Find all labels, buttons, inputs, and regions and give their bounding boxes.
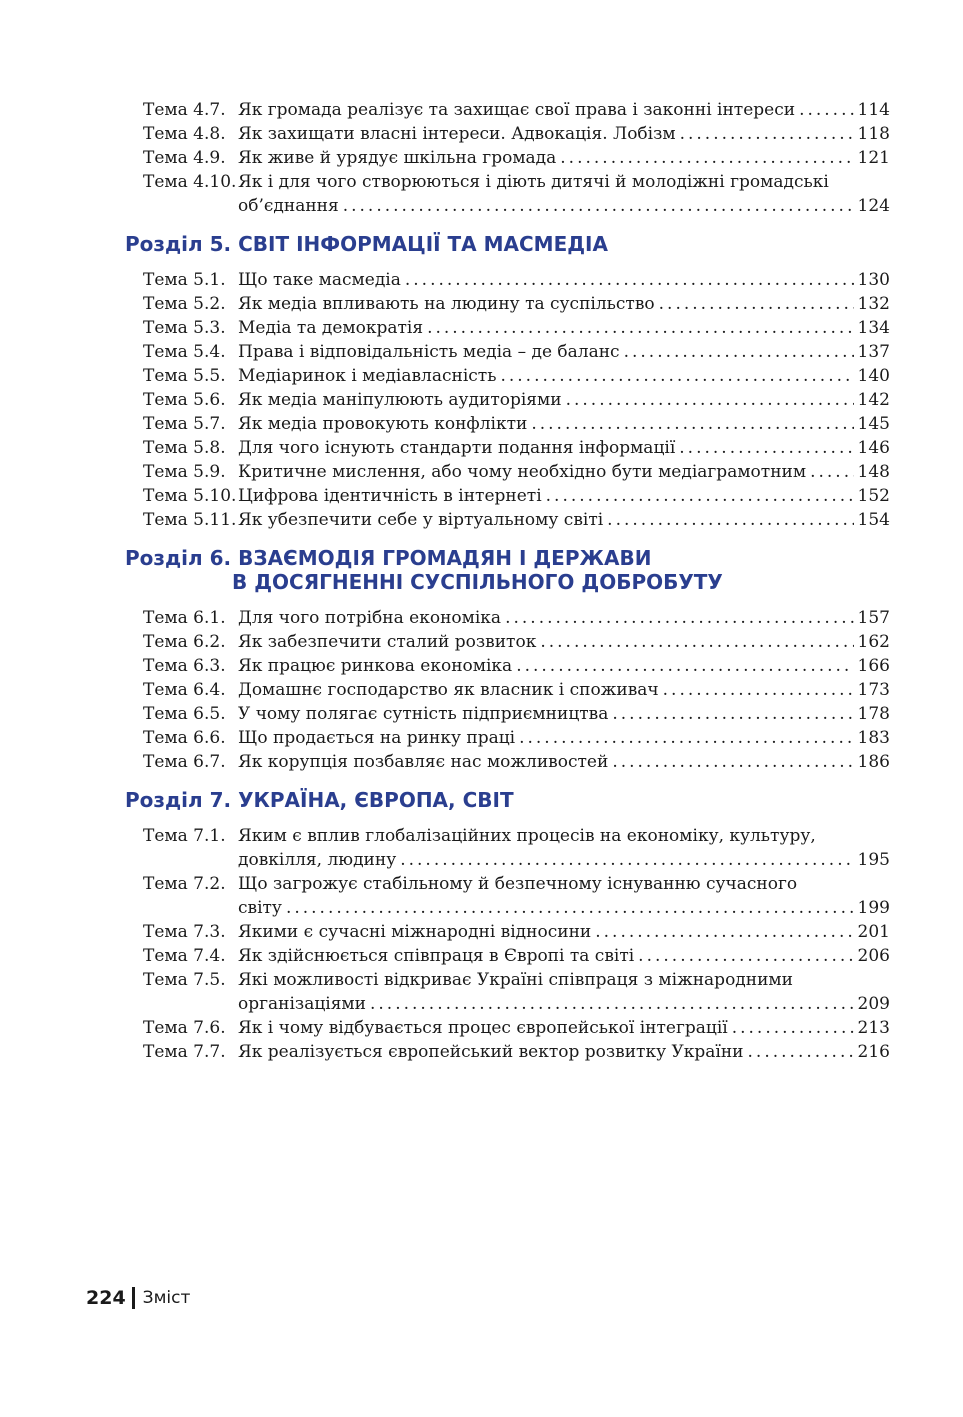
section-4-topics (125, 98, 890, 218)
topic-body (238, 122, 890, 146)
topic-title: організаціями (238, 994, 366, 1014)
topic-number: Тема 7.6. (143, 1018, 226, 1038)
topic-page-number: 121 (857, 148, 890, 168)
topic-number: Тема 5.7. (143, 414, 226, 434)
topic-body (238, 606, 890, 630)
toc-entry (125, 702, 890, 726)
topic-title: Права і відповідальність медіа – де баланс (238, 342, 620, 362)
topic-number: Тема 5.4. (143, 342, 226, 362)
topic-body (238, 340, 890, 364)
topic-title: Як працює ринкова економіка (238, 656, 513, 676)
topic-title-last-line (238, 1016, 890, 1040)
topic-page-number: 162 (857, 632, 890, 652)
dot-leader (516, 654, 853, 678)
page-footer (86, 1287, 190, 1309)
topic-number: Тема 4.8. (143, 124, 226, 144)
topic-number: Тема 5.9. (143, 462, 226, 482)
toc-entry (125, 872, 890, 920)
topic-title-last-line (238, 896, 890, 920)
topic-title: Як убезпечити себе у віртуальному світі (238, 510, 604, 530)
topic-body (238, 268, 890, 292)
topic-body (238, 968, 890, 1016)
topic-page-number: 157 (857, 608, 890, 628)
section-7-title: Розділ 7. УКРАЇНА, ЄВРОПА, СВІТ (125, 788, 514, 812)
topic-number: Тема 5.8. (143, 438, 226, 458)
dot-leader (799, 98, 853, 122)
dot-leader (370, 992, 854, 1016)
table-of-contents (125, 98, 890, 1064)
section-5-topics (125, 268, 890, 532)
toc-entry (125, 268, 890, 292)
topic-title: Критичне мислення, або чому необхідно бути медіаграмотним (238, 462, 807, 482)
topic-page-number: 137 (857, 342, 890, 362)
dot-leader (607, 508, 853, 532)
toc-entry (125, 122, 890, 146)
toc-entry (125, 606, 890, 630)
topic-page-number: 134 (857, 318, 890, 338)
topic-number: Тема 7.7. (143, 1042, 226, 1062)
topic-title: Якими є сучасні міжнародні відносини (238, 922, 592, 942)
topic-title-line: Які можливості відкриває Україні співпраця з міжнародними (238, 970, 793, 990)
topic-number: Тема 5.11. (143, 510, 237, 530)
dot-leader (595, 920, 853, 944)
dot-leader (546, 484, 854, 508)
topic-number: Тема 7.4. (143, 946, 226, 966)
topic-page-number: 166 (857, 656, 890, 676)
topic-page-number: 124 (857, 196, 890, 216)
toc-entry (125, 98, 890, 122)
topic-number: Тема 5.6. (143, 390, 226, 410)
topic-title: Що продається на ринку праці (238, 728, 516, 748)
section-6-title-line-2: В ДОСЯГНЕННІ СУСПІЛЬНОГО ДОБРОБУТУ (232, 570, 723, 594)
topic-body (238, 1040, 890, 1064)
toc-entry (125, 364, 890, 388)
topic-number: Тема 6.6. (143, 728, 226, 748)
toc-entry (125, 944, 890, 968)
topic-title-last-line (238, 750, 890, 774)
topic-title: Як медіа впливають на людину та суспільство (238, 294, 655, 314)
topic-page-number: 183 (857, 728, 890, 748)
dot-leader (286, 896, 854, 920)
topic-title-last-line (238, 992, 890, 1016)
topic-number: Тема 5.10. (143, 486, 237, 506)
topic-page-number: 199 (857, 898, 890, 918)
topic-body (238, 146, 890, 170)
topic-number: Тема 5.3. (143, 318, 226, 338)
running-title: Зміст (142, 1288, 191, 1308)
topic-page-number: 114 (857, 100, 890, 120)
topic-title: Для чого потрібна економіка (238, 608, 502, 628)
page-number: 224 (86, 1287, 126, 1309)
dot-leader (531, 412, 853, 436)
topic-title: Що таке масмедіа (238, 270, 401, 290)
topic-title-last-line (238, 630, 890, 654)
topic-title-last-line (238, 702, 890, 726)
section-7-heading (125, 788, 890, 812)
toc-entry (125, 412, 890, 436)
topic-title-last-line (238, 388, 890, 412)
toc-entry (125, 630, 890, 654)
topic-title-last-line (238, 1040, 890, 1064)
dot-leader (680, 122, 854, 146)
topic-title: Медіаринок і медіавласність (238, 366, 497, 386)
topic-title: Як реалізується європейський вектор розвитку України (238, 1042, 744, 1062)
toc-entry (125, 170, 890, 218)
topic-page-number: 216 (857, 1042, 890, 1062)
topic-page-number: 140 (857, 366, 890, 386)
topic-title-last-line (238, 944, 890, 968)
toc-entry (125, 1040, 890, 1064)
topic-page-number: 148 (857, 462, 890, 482)
topic-number: Тема 6.7. (143, 752, 226, 772)
dot-leader (638, 944, 853, 968)
topic-title-last-line (238, 848, 890, 872)
toc-entry (125, 292, 890, 316)
topic-title-last-line (238, 920, 890, 944)
dot-leader (405, 268, 854, 292)
topic-page-number: 206 (857, 946, 890, 966)
topic-number: Тема 7.3. (143, 922, 226, 942)
toc-entry (125, 824, 890, 872)
topic-body (238, 316, 890, 340)
topic-title-last-line (238, 484, 890, 508)
toc-entry (125, 460, 890, 484)
section-5-title: Розділ 5. СВІТ ІНФОРМАЦІЇ ТА МАСМЕДІА (125, 232, 608, 256)
topic-number: Тема 6.4. (143, 680, 226, 700)
dot-leader (612, 702, 853, 726)
dot-leader (810, 460, 853, 484)
section-6-title-line-1: Розділ 6. ВЗАЄМОДІЯ ГРОМАДЯН І ДЕРЖАВИ (125, 546, 652, 570)
toc-entry (125, 920, 890, 944)
topic-title: Як захищати власні інтереси. Адвокація. Лобізм (238, 124, 676, 144)
topic-body (238, 388, 890, 412)
topic-title-last-line (238, 98, 890, 122)
topic-body (238, 702, 890, 726)
topic-body (238, 726, 890, 750)
toc-entry (125, 484, 890, 508)
toc-entry (125, 316, 890, 340)
topic-title-line: Що загрожує стабільному й безпечному існуванню сучасного (238, 874, 798, 894)
topic-title-last-line (238, 122, 890, 146)
dot-leader (612, 750, 853, 774)
toc-entry (125, 388, 890, 412)
topic-title-last-line (238, 460, 890, 484)
dot-leader (540, 630, 853, 654)
topic-body (238, 630, 890, 654)
topic-title: Цифрова ідентичність в інтернеті (238, 486, 542, 506)
topic-body (238, 170, 890, 218)
toc-entry (125, 750, 890, 774)
topic-title-line: Як і для чого створюються і діють дитячі й молодіжні громадські (238, 172, 829, 192)
topic-body (238, 824, 890, 872)
topic-body (238, 872, 890, 920)
topic-body (238, 508, 890, 532)
topic-title: Як громада реалізує та захищає свої права і законні інтереси (238, 100, 796, 120)
topic-title: Домашнє господарство як власник і споживач (238, 680, 659, 700)
topic-title: Як медіа маніпулюють аудиторіями (238, 390, 562, 410)
topic-number: Тема 6.2. (143, 632, 226, 652)
topic-page-number: 186 (857, 752, 890, 772)
topic-body (238, 678, 890, 702)
topic-title: довкілля, людину (238, 850, 397, 870)
toc-entry (125, 340, 890, 364)
topic-body (238, 292, 890, 316)
topic-title-last-line (238, 508, 890, 532)
topic-page-number: 213 (857, 1018, 890, 1038)
topic-body (238, 484, 890, 508)
dot-leader (560, 146, 853, 170)
topic-title-last-line (238, 678, 890, 702)
topic-number: Тема 6.5. (143, 704, 226, 724)
topic-title: об’єднання (238, 196, 339, 216)
topic-title-last-line (238, 654, 890, 678)
topic-number: Тема 4.10. (143, 172, 237, 192)
topic-page-number: 154 (857, 510, 890, 530)
toc-entry (125, 726, 890, 750)
topic-page-number: 142 (857, 390, 890, 410)
topic-title-last-line (238, 364, 890, 388)
topic-body (238, 750, 890, 774)
dot-leader (624, 340, 854, 364)
topic-body (238, 920, 890, 944)
dot-leader (659, 292, 854, 316)
topic-body (238, 654, 890, 678)
toc-entry (125, 436, 890, 460)
dot-leader (732, 1016, 854, 1040)
section-7-topics (125, 824, 890, 1064)
topic-body (238, 460, 890, 484)
topic-body (238, 98, 890, 122)
topic-number: Тема 7.5. (143, 970, 226, 990)
topic-number: Тема 5.1. (143, 270, 226, 290)
topic-title-last-line (238, 146, 890, 170)
section-6-heading (125, 546, 890, 594)
topic-page-number: 195 (857, 850, 890, 870)
topic-page-number: 178 (857, 704, 890, 724)
topic-title-last-line (238, 292, 890, 316)
topic-number: Тема 7.1. (143, 826, 226, 846)
topic-page-number: 145 (857, 414, 890, 434)
footer-divider (132, 1287, 135, 1309)
topic-title: Як здійснюється співпраця в Європі та світі (238, 946, 635, 966)
topic-page-number: 118 (857, 124, 890, 144)
dot-leader (663, 678, 854, 702)
dot-leader (343, 194, 854, 218)
section-6-topics (125, 606, 890, 774)
topic-title-last-line (238, 194, 890, 218)
topic-page-number: 146 (857, 438, 890, 458)
toc-entry (125, 146, 890, 170)
topic-body (238, 1016, 890, 1040)
topic-page-number: 209 (857, 994, 890, 1014)
topic-number: Тема 4.7. (143, 100, 226, 120)
topic-title-last-line (238, 436, 890, 460)
dot-leader (679, 436, 853, 460)
dot-leader (519, 726, 853, 750)
dot-leader (500, 364, 853, 388)
topic-title-last-line (238, 340, 890, 364)
topic-title: Як медіа провокують конфлікти (238, 414, 528, 434)
topic-number: Тема 5.2. (143, 294, 226, 314)
topic-page-number: 173 (857, 680, 890, 700)
topic-title: світу (238, 898, 282, 918)
topic-title-last-line (238, 412, 890, 436)
topic-title-last-line (238, 316, 890, 340)
toc-entry (125, 968, 890, 1016)
toc-entry (125, 654, 890, 678)
topic-body (238, 364, 890, 388)
toc-entry (125, 508, 890, 532)
topic-number: Тема 7.2. (143, 874, 226, 894)
topic-title: Як забезпечити сталий розвиток (238, 632, 537, 652)
topic-title-last-line (238, 726, 890, 750)
topic-page-number: 130 (857, 270, 890, 290)
dot-leader (748, 1040, 854, 1064)
dot-leader (400, 848, 853, 872)
topic-title: Медіа та демократія (238, 318, 424, 338)
topic-title: Як живе й урядує шкільна громада (238, 148, 557, 168)
topic-title: У чому полягає сутність підприємництва (238, 704, 609, 724)
toc-entry (125, 1016, 890, 1040)
section-5-heading (125, 232, 890, 256)
topic-title-last-line (238, 606, 890, 630)
topic-page-number: 152 (857, 486, 890, 506)
dot-leader (505, 606, 853, 630)
topic-number: Тема 4.9. (143, 148, 226, 168)
topic-title: Як і чому відбувається процес європейської інтеграції (238, 1018, 728, 1038)
topic-title-last-line (238, 268, 890, 292)
topic-page-number: 201 (857, 922, 890, 942)
topic-body (238, 412, 890, 436)
topic-body (238, 944, 890, 968)
topic-title-line: Яким є вплив глобалізаційних процесів на економіку, культуру, (238, 826, 816, 846)
toc-entry (125, 678, 890, 702)
topic-number: Тема 6.1. (143, 608, 226, 628)
dot-leader (427, 316, 853, 340)
topic-number: Тема 6.3. (143, 656, 226, 676)
dot-leader (566, 388, 854, 412)
topic-body (238, 436, 890, 460)
topic-title: Для чого існують стандарти подання інформації (238, 438, 676, 458)
topic-number: Тема 5.5. (143, 366, 226, 386)
topic-title: Як корупція позбавляє нас можливостей (238, 752, 609, 772)
topic-page-number: 132 (857, 294, 890, 314)
